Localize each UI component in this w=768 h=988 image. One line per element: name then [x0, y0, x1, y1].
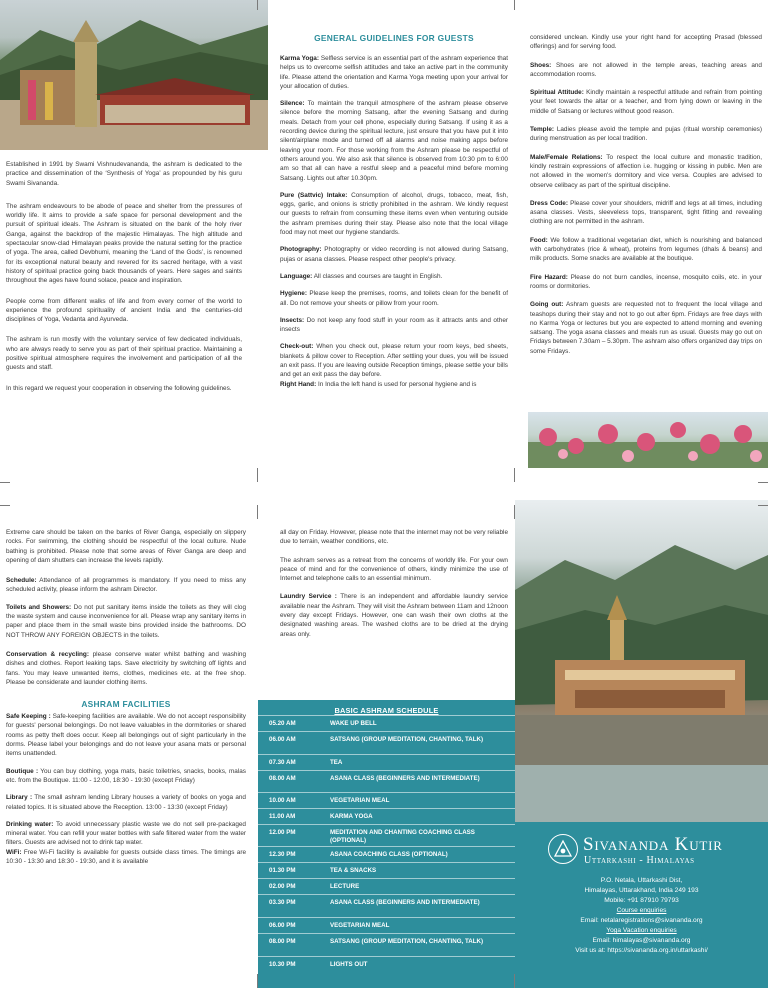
- schedule-activity: VEGETARIAN MEAL: [330, 922, 390, 929]
- intro-paragraph: The ashram endeavours to be abode of peace and shelter from the pressures of worldly life. It aims to provide a safe space for personal development and the pursuit of spiritual ideals. The Ashram is situated on the bank of the holy river Ganga, against the backdrop of the majestic Himalayas. The high altitude and spectacular snow-clad Himalayan peaks provide the natural setting for the practice of yoga. The area, called Devbhumi, meaning the ‘Land of the Gods’, is renowned for its exceptional natural beauty and revered for its sacred heritage, with a vast history of spiritual practice going back thousands of years. Here sages and saints throughout the ages have found solace, peace and inspiration.: [6, 202, 242, 285]
- guideline-item: considered unclean. Kindly use your right hand for accepting Prasad (blessed offerings) and for serving food.: [530, 34, 762, 51]
- facility-item: Safe Keeping : Safe-keeping facilities are available. We do not accept responsibility for guests' personal belongings. Do not leave valuables in the dormitories or shared rooms as petty theft does occur. Keep all belongings out of sight particularly in the dorms. Please label your belongings and do not leave your asana mats or personal items unattended.: [6, 713, 247, 758]
- schedule-activity: MEDITATION AND CHANTING COACHING CLASS (OPTIONAL): [330, 829, 475, 845]
- schedule-activity: TEA & SNACKS: [330, 867, 377, 874]
- guideline-item: Silence: To maintain the tranquil atmosphere of the ashram please observe silence before the morning Satsang, after the evening Satsang and during meals. Detach from your cell phone, especially during Satsang. If using it as a recording device during the spiritual lecture, just ensure that you have put it into silent/airplane mode and turned off all alarms and noise making apps before leaving your room. For those working from the Ashram please be respectful of others around you. We also ask that silence is observed from 10:30 pm to 6:00 am so that all can have a restful sleep and a peaceful mind before morning Satsang. Lights out after 10.30pm.: [280, 100, 508, 182]
- guideline-item: Extreme care should be taken on the banks of River Ganga, especially on slippery rocks. For swimming, the clothing should be respectful of the local culture. Nude bathing is prohibited. Please note that some areas of River Ganga are deep and opening of dam shutters can increase the levels rapidly.: [6, 529, 246, 564]
- schedule-row: [258, 862, 515, 874]
- schedule-row: [258, 715, 515, 727]
- flowers-photo: [528, 412, 768, 468]
- fold-mark: [514, 468, 515, 482]
- guideline-item: Shoes: Shoes are not allowed in the temple areas, teaching areas and accommodation rooms.: [530, 61, 762, 78]
- schedule-activity: LIGHTS OUT: [330, 961, 368, 968]
- schedule-row: [258, 956, 515, 968]
- schedule-row: [258, 917, 515, 929]
- facility-item: Boutique : You can buy clothing, yoga mats, basic toiletries, snacks, books, malas etc. from the Boutique. 11:00 - 12:00, 18:30 - 19:30 (except Friday): [6, 767, 247, 784]
- schedule-time: 11.00 AM: [269, 813, 296, 820]
- mobile-line: Mobile: +91 87910 79793: [604, 897, 679, 904]
- intro-column: [6, 160, 242, 393]
- fold-mark: [257, 468, 258, 482]
- schedule-time: 03.30 PM: [269, 899, 296, 906]
- page2-left-column: [6, 528, 246, 866]
- crop-mark: [0, 482, 10, 483]
- guideline-item: Photography: Photography or video recording is not allowed during Satsang, pujas or asana classes. Please respect other people's privacy.: [280, 246, 508, 263]
- guideline-item: Going out: Ashram guests are requested not to frequent the local village and teashops during their stay and not to go out after 6pm. Fridays are free days with no Karma Yoga or lectures but you are expected to attend morning and evening satsang. The yoga asana classes and meals run as usual. Guests may go out on Fridays between 7.30am – 5.30pm. The ashram also offers organized day trips on some Fridays.: [530, 301, 763, 355]
- yoga-vacation-link[interactable]: Yoga Vacation enquiries: [606, 927, 677, 934]
- sivananda-logo-icon: [548, 834, 578, 864]
- guideline-item: Conservation & recycling: please conserve water whilst bathing and washing dishes and clothes. Report leaking taps. Save electricity by switching off lights and fans. You may leave unwanted items, clothes, medicines etc. at the free shop. Please be considerate and launder clothing items.: [6, 650, 247, 686]
- schedule-title: BASIC ASHRAM SCHEDULE: [334, 706, 439, 715]
- guideline-item: Hygiene: Please keep the premises, rooms, and toilets clean for the benefit of all. Do not remove your sheets or pillow from your room.: [280, 290, 508, 307]
- guideline-item: The ashram serves as a retreat from the concerns of worldly life. For your own peace of mind and for the convenience of others, kindly minimize the use of Internet and telephone calls to an essential minimum.: [280, 556, 508, 583]
- schedule-row: [258, 808, 515, 820]
- intro-paragraph: Established in 1991 by Swami Vishnudevananda, the ashram is dedicated to the practice and dissemination of the ‘Synthesis of Yoga’ as propounded by his guru Swami Sivananda.: [6, 161, 242, 187]
- facility-item: Drinking water: To avoid unnecessary plastic waste we do not sell pre-packaged mineral water. You can refill your water bottles with safe filtered water from the water filters. Guests are advised not to drink tap water.: [6, 820, 246, 847]
- guideline-item: Pure (Sattvic) Intake: Consumption of alcohol, drugs, tobacco, meat, fish, eggs, garlic, and onions is strictly prohibited in the ashram. We kindly request our guests to refrain from consuming these items even when venturing outside the ashram premises during their stay. Please also note that the local village food may not meet our hygiene standards.: [280, 191, 508, 237]
- facilities-heading: ASHRAM FACILITIES: [81, 699, 171, 710]
- fold-mark: [514, 974, 515, 988]
- schedule-row: [258, 824, 515, 845]
- guidelines-column-right: [530, 33, 762, 356]
- guideline-item: Fire Hazard: Please do not burn candles, incense, mosquito coils, etc. in your rooms or dormitories.: [530, 273, 763, 290]
- course-enquiries-link[interactable]: Course enquiries: [616, 907, 667, 914]
- schedule-activity: TEA: [330, 759, 343, 766]
- fold-mark: [514, 0, 515, 10]
- schedule-time: 12.30 PM: [269, 851, 296, 858]
- schedule-row: [258, 731, 515, 743]
- schedule-time: 12.00 PM: [269, 829, 296, 836]
- schedule-activity: WAKE UP BELL: [330, 720, 377, 727]
- schedule-time: 01.30 PM: [269, 867, 296, 874]
- guidelines-column: [280, 33, 508, 389]
- schedule-time: 06.00 AM: [269, 736, 296, 743]
- address-line: P.O. Netala, Uttarkashi Dist,: [600, 877, 683, 884]
- email-line: Email: netalaregistrations@sivananda.org: [580, 917, 703, 924]
- schedule-activity: ASANA COACHING CLASS (OPTIONAL): [330, 851, 448, 858]
- intro-paragraph: People come from different walks of life and from every corner of the world to experience the profound spirituality of ancient India and the centuries-old disciplines of Yoga, Vedanta and Ayurveda.: [6, 297, 242, 324]
- schedule-activity: SATSANG (GROUP MEDITATION, CHANTING, TALK): [330, 938, 484, 945]
- guideline-item: Spiritual Attitude: Kindly maintain a respectful attitude and refrain from pointing your feet towards the altar or a teacher, and from lying down or leaving in the middle of Satsang or lectures without good reason.: [530, 89, 762, 115]
- schedule-time: 08.00 AM: [269, 775, 296, 782]
- schedule-time: 08.00 PM: [269, 938, 296, 945]
- brand-subtitle: Uttarkashi - Himalayas: [584, 855, 695, 866]
- schedule-activity: LECTURE: [330, 883, 360, 890]
- schedule-row: [258, 846, 515, 858]
- schedule-time: 06.00 PM: [269, 922, 296, 929]
- crop-mark: [758, 482, 768, 483]
- guideline-item: Dress Code: Please cover your shoulders, midriff and legs at all times, including asana classes. Vests, sleeveless tops, transparent, tight fitting and revealing clothing are not permitted in the ashram.: [530, 199, 762, 226]
- schedule-row: [258, 770, 515, 782]
- guideline-item: Insects: Do not keep any food stuff in your room as it attracts ants and other insects: [280, 316, 508, 334]
- schedule-row: [258, 792, 515, 804]
- facility-item: WiFi: Free Wi-Fi facility is available for guests outside class times. The timings are 10:30 - 13:30 and 18:30 - 19:30, and it is available: [6, 848, 246, 866]
- schedule-activity: SATSANG (GROUP MEDITATION, CHANTING, TALK): [330, 736, 484, 743]
- ashram-photo: [515, 500, 768, 822]
- schedule-row: [258, 894, 515, 906]
- schedule-activity: KARMA YOGA: [330, 813, 373, 820]
- schedule-time: 05.20 AM: [269, 720, 296, 727]
- schedule-time: 07.30 AM: [269, 759, 296, 766]
- guideline-item: Toilets and Showers: Do not put sanitary items inside the toilets as they will clog the waste system and cause inconvenience for all. Please wrap any sanitary items in paper and place them in the small waste bins provided inside the bathrooms. DO NOT THROW ANY FOREIGN OBJECTS in the toilets.: [6, 603, 246, 639]
- guideline-item: Schedule: Attendance of all programmes is mandatory. If you need to miss any scheduled activity, please inform the ashram Director.: [6, 577, 246, 594]
- fold-mark: [257, 505, 258, 519]
- fold-mark: [257, 0, 258, 10]
- schedule-row: [258, 878, 515, 890]
- guideline-item: Laundry Service : There is an independent and affordable laundry service available near the Ashram. They will visit the Ashram between 11am and 12noon every day except Fridays. However, one can wash their own cloths at the designated washing areas. The washed cloths are to be dried at the drying areas only.: [280, 593, 508, 638]
- facility-item: Library : The small ashram lending Library houses a variety of books on yoga and related topics. It is situated above the Reception. 13:00 - 13:30 (except Friday): [6, 794, 246, 811]
- guideline-item: all day on Friday. However, please note that the internet may not be very reliable due to terrain, weather conditions, etc.: [280, 529, 508, 546]
- fold-mark: [514, 505, 515, 519]
- guideline-item: Temple: Ladies please avoid the temple and pujas (ritual worship ceremonies) during menstruation as per local tradition.: [530, 126, 762, 143]
- brand-title: Sivananda Kutir: [583, 834, 723, 855]
- schedule-activity: VEGETARIAN MEAL: [330, 797, 390, 804]
- schedule-time: 02.00 PM: [269, 883, 296, 890]
- temple-photo: [0, 0, 268, 150]
- guideline-item: Right Hand: In India the left hand is used for personal hygiene and is: [280, 380, 477, 388]
- website-line: Visit us at: https://sivananda.org.in/uttarkashi/: [575, 947, 708, 954]
- intro-paragraph: The ashram is run mostly with the voluntary service of few dedicated individuals, who are always ready to serve you as part of their spiritual practice. Maintaining a positive spiritual atmosphere requires the involvement and participation of all the guests and staff.: [6, 336, 242, 372]
- schedule-panel: [258, 700, 515, 988]
- schedule-row: [258, 754, 515, 766]
- guideline-item: Karma Yoga: Selfless service is an essential part of the ashram experience that helps us to overcome selfish attitudes and take an active part in the community life. Please attend the orientation and Karma Yoga meeting upon your arrival for your allocation of duties.: [280, 55, 508, 90]
- address-line: Himalayas, Uttarakhand, India 249 193: [584, 887, 699, 894]
- schedule-activity: ASANA CLASS (BEGINNERS AND INTERMEDIATE): [330, 899, 480, 906]
- brand-panel: [515, 822, 768, 988]
- schedule-activity: ASANA CLASS (BEGINNERS AND INTERMEDIATE): [330, 775, 480, 782]
- intro-paragraph: In this regard we request your cooperation in observing the following guidelines.: [6, 384, 232, 392]
- schedule-row: [258, 933, 515, 945]
- fold-mark: [257, 974, 258, 988]
- email-line: Email: himalayas@sivananda.org: [592, 937, 691, 944]
- guideline-item: Check-out: When you check out, please return your room keys, bed sheets, blankets & pillow cover to Reception. After settling your dues, you will be issued an exit pass. If you are leaving outside Reception timings, please settle your bills and get an exit pass the day before.: [280, 343, 508, 379]
- crop-mark: [758, 505, 768, 506]
- guideline-item: Language: All classes and courses are taught in English.: [280, 272, 443, 280]
- crop-mark: [0, 505, 10, 506]
- guidelines-heading: GENERAL GUIDELINES FOR GUESTS: [314, 33, 474, 43]
- schedule-time: 10.30 PM: [269, 961, 296, 968]
- schedule-time: 10.00 AM: [269, 797, 296, 804]
- page2-middle-column: [280, 528, 508, 639]
- guideline-item: Food: We follow a traditional vegetarian diet, which is nourishing and balanced with carbohydrates (rice & wheat), proteins from legumes (dhals & beans) and milk products. Some snacks are available at the boutique.: [530, 236, 762, 263]
- guideline-item: Male/Female Relations: To respect the local culture and monastic tradition, kindly restrain expressions of affection i.e. hugging or kissing in public. Men are not allowed in the women's dormitory and vice versa. Couples are advised to observe celibacy as part of the spiritual discipline.: [530, 153, 762, 189]
